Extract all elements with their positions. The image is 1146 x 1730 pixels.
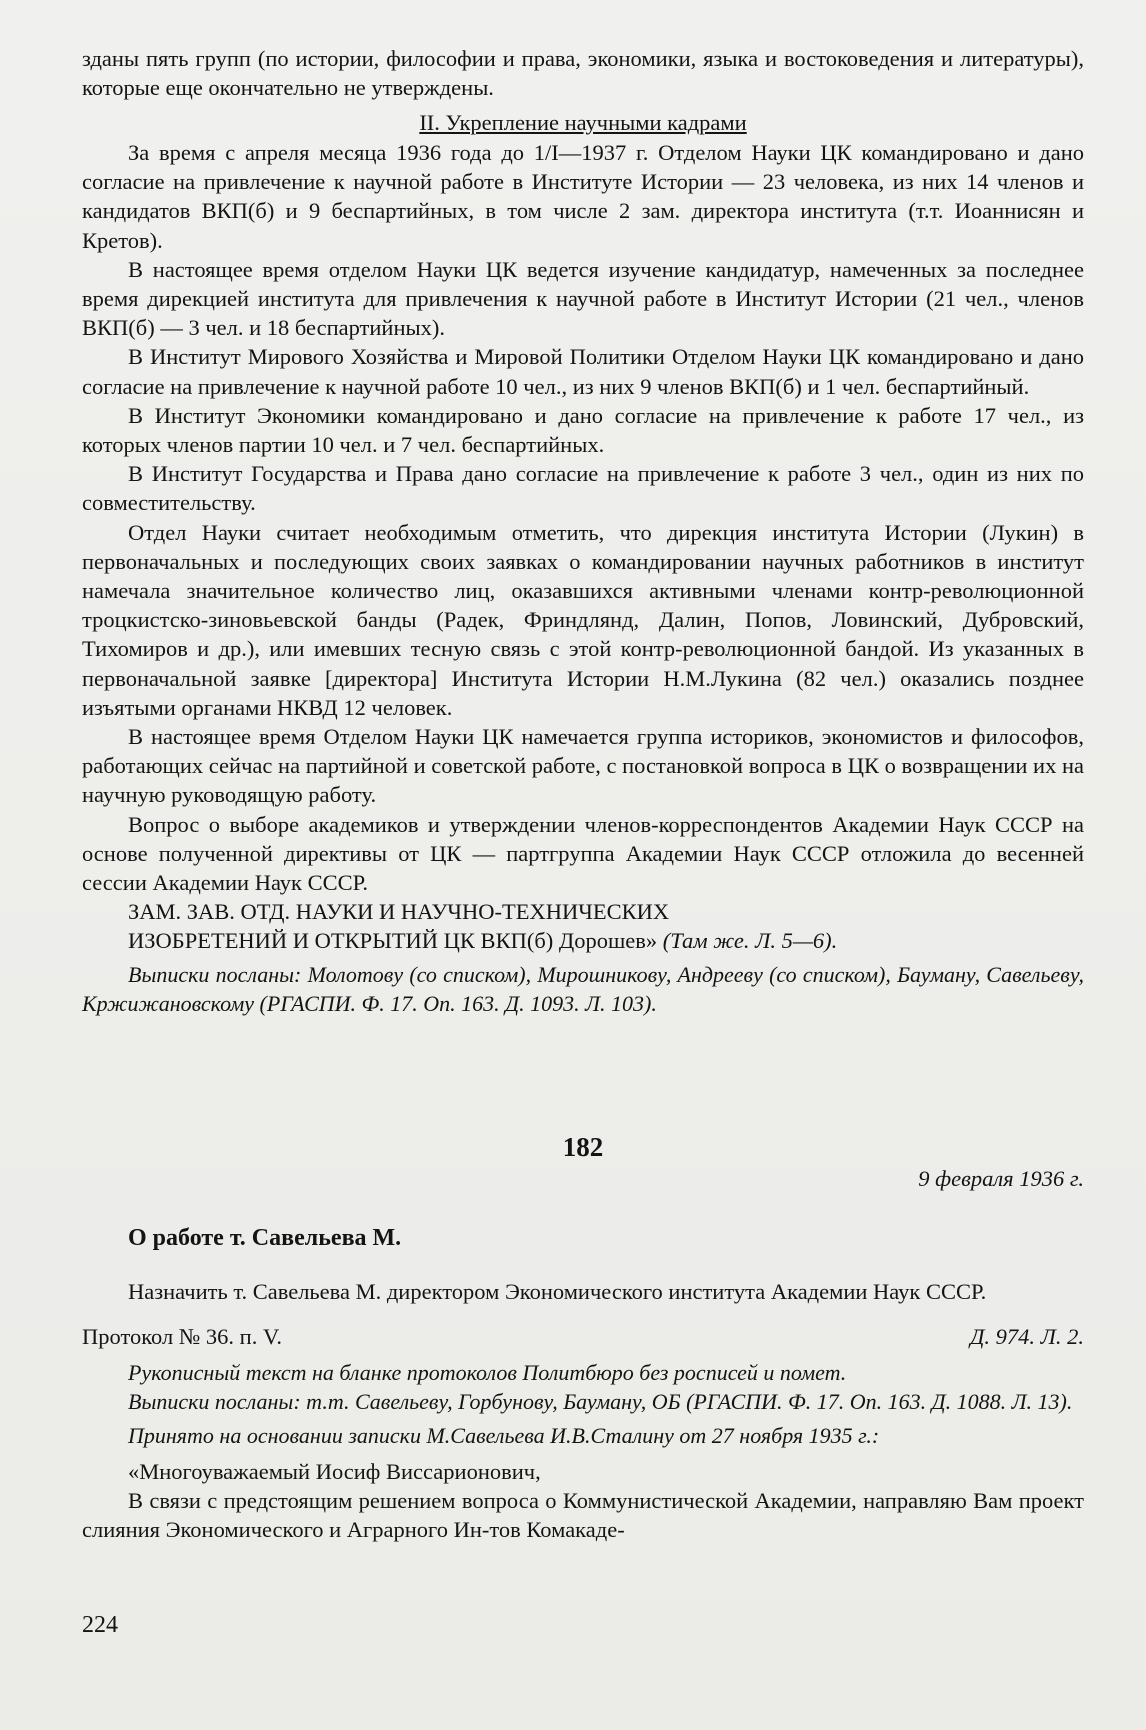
- decision-text: Назначить т. Савельева М. директором Экономического института Академии Наук СССР.: [128, 1279, 987, 1304]
- basis-note: Принято на основании записки М.Савельева И.В.Сталину от 27 ноября 1935 г.:: [128, 1423, 880, 1449]
- letter-salutation: «Многоуважаемый Иосиф Виссарионович,: [128, 1458, 541, 1484]
- section-heading: II. Укрепление научными кадрами: [419, 110, 747, 135]
- section-paragraph: В Институт Экономики командировано и дано согласие на привлечение к работе 17 чел., из которых членов партии 10 чел. и 7 чел. беспартийных.: [82, 402, 1084, 458]
- excerpts-note: Выписки посланы: т.т. Савельеву, Горбунову, Бауману, ОБ (РГАСПИ. Ф. 17. Оп. 163. Д. 1088. Л. 13).: [128, 1388, 1073, 1414]
- page-number: 224: [82, 1612, 118, 1638]
- document-title: О работе т. Савельева М.: [128, 1225, 402, 1251]
- document-182: [82, 1130, 1084, 1544]
- signature-line: ЗАМ. ЗАВ. ОТД. НАУКИ И НАУЧНО-ТЕХНИЧЕСКИХ: [128, 899, 670, 925]
- top-block: [82, 44, 1084, 102]
- document-number: 182: [562, 1132, 604, 1162]
- signature-reference: (Там же. Л. 5—6).: [662, 928, 838, 954]
- section-paragraph: Вопрос о выборе академиков и утверждении членов-корреспондентов Академии Наук СССР на основе полученной директивы от ЦК — партгруппа Академии Наук СССР отложила до весенней сессии Академии Наук СССР.: [82, 811, 1084, 896]
- signature-name: ИЗОБРЕТЕНИЙ И ОТКРЫТИЙ ЦК ВКП(б) Дорошев»: [128, 928, 658, 954]
- top-paragraph: зданы пять групп (по истории, философии и права, экономики, языка и востоковедения и литературы), которые еще окончательно не утверждены.: [82, 46, 1084, 101]
- section-paragraph: За время с апреля месяца 1936 года до 1/I—1937 г. Отделом Науки ЦК командировано и дано согласие на привлечение к научной работе в Институте Истории — 23 человека, из них 14 членов и кандидатов ВКП(б) и 9 беспартийных, в том числе 2 зам. директора института (т.т. Иоаннисян и Кретов).: [82, 140, 1084, 253]
- section-paragraph: В настоящее время Отделом Науки ЦК намечается группа историков, экономистов и философов, работающих сейчас на партийной и советской работе, с постановкой вопроса в ЦК о возвращении их на научную руководящую работу.: [82, 724, 1084, 808]
- section-paragraph: В Институт Государства и Права дано согласие на привлечение к работе 3 чел., один из них по совместительству.: [82, 461, 1084, 516]
- section-paragraph: Отдел Науки считает необходимым отметить, что дирекция института Истории (Лукин) в первоначальных и последующих своих заявках о командировании научных работников в институт намечала значительное количество лиц, оказавшихся активными членами контр-революционной троцкистско-зиновьевской банды (Радек, Фриндлянд, Далин, Попов, Ловинский, Дубровский, Тихомиров и др.), или имевших тесную связь с этой контр-революционной бандой. Из указанных в первоначальной заявке [директора] Института Истории Н.М.Лукина (82 чел.) оказались позднее изъятыми органами НКВД 12 человек.: [82, 519, 1084, 720]
- document-date: 9 февраля 1936 г.: [918, 1166, 1084, 1191]
- archive-note: Рукописный текст на бланке протоколов Политбюро без росписей и помет.: [128, 1360, 847, 1386]
- letter-body: В связи с предстоящим решением вопроса о Коммунистической Академии, направляю Вам проект слияния Экономического и Аграрного Ин-тов Комакаде-: [82, 1487, 1084, 1543]
- excerpts-note: Выписки посланы: Молотову (со списком), Мирошникову, Андрееву (со списком), Бауману, Савельеву, Кржижановскому (РГАСПИ. Ф. 17. Оп. 163. Д. 1093. Л. 103).: [82, 962, 1084, 1016]
- protocol-number: Протокол № 36. п. V.: [82, 1324, 282, 1350]
- section-heading-block: [82, 108, 1084, 137]
- signature-line: [82, 926, 1084, 955]
- protocol-row: [82, 1322, 1084, 1351]
- protocol-reference: Д. 974. Л. 2.: [970, 1324, 1084, 1350]
- section-paragraph: В настоящее время отделом Науки ЦК ведется изучение кандидатур, намеченных за последнее время дирекцией института для привлечения к научной работе в Институт Истории (21 чел., членов ВКП(б) — 3 чел. и 18 беспартийных).: [82, 256, 1084, 341]
- section-paragraph: В Институт Мирового Хозяйства и Мировой Политики Отделом Науки ЦК командировано и дано согласие на привлечение к научной работе 10 чел., из них 9 членов ВКП(б) и 1 чел. беспартийный.: [82, 344, 1084, 399]
- section-body: [82, 138, 1084, 1018]
